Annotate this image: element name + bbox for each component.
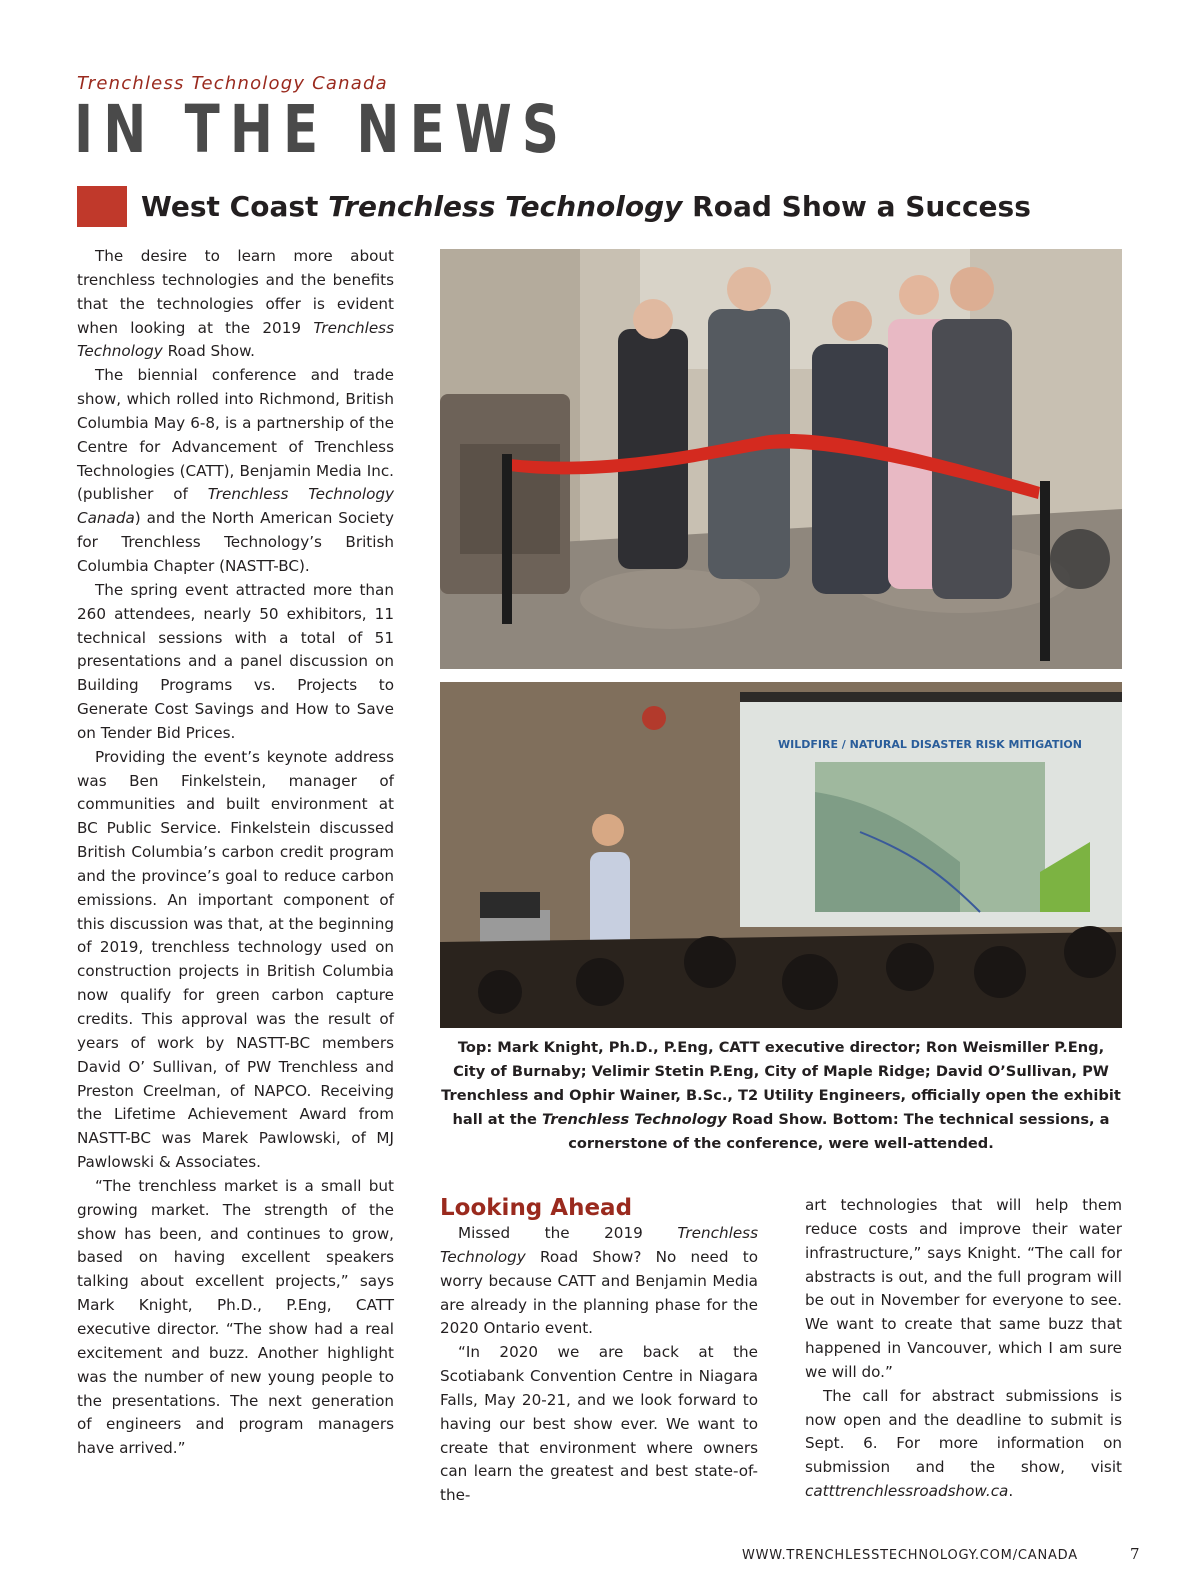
ribbon-cutting-photo bbox=[440, 249, 1122, 669]
body-text: . bbox=[1008, 1482, 1014, 1501]
body-text: Missed the 2019 bbox=[458, 1224, 678, 1242]
page-number: 7 bbox=[1130, 1545, 1140, 1563]
caption-italic: Trenchless Technology bbox=[542, 1111, 727, 1128]
technical-session-photo bbox=[440, 682, 1122, 1028]
body-text: The desire to learn more about trenchless technologies and the benefits that the technologies offer is evident when looking at the 2019 bbox=[77, 247, 394, 337]
body-text: Road Show? No need to worry because CATT and Benjamin Media are already in the planning phase for the 2020 Ontario event. bbox=[440, 1247, 758, 1338]
article-column-3 bbox=[805, 1194, 1122, 1504]
body-paragraph bbox=[77, 245, 394, 364]
body-paragraph: “The trenchless market is a small but growing market. The strength of the show has been, and continues to grow, based on having excellent speakers talking about excellent projects,” says Mark Knight, Ph.D., P.Eng, CATT executive director. “The show had a real excitement and buzz. Another highlight was the number of new young people to the presentations. The next generation of engineers and program managers have arrived.” bbox=[77, 1176, 394, 1458]
body-text: Road Show. bbox=[162, 342, 255, 361]
projector-slide-title: WILDFIRE / NATURAL DISASTER RISK MITIGATION bbox=[778, 738, 1082, 751]
looking-ahead-heading: Looking Ahead bbox=[440, 1195, 633, 1221]
body-paragraph: The spring event attracted more than 260 attendees, nearly 50 exhibitors, 11 technical sessions with a total of 51 presentations and a panel discussion on Building Programs vs. Projects to Generate Cost Savings and How to Save on Tender Bid Prices. bbox=[77, 580, 394, 742]
caption-text: Top: Mark Knight, Ph.D., P.Eng, CATT executive director; Ron Weismiller P.Eng, City of Burnaby; Velimir Stetin P.Eng, City of Maple Ridge; David O’Sullivan, PW Trenchless and Ophir Wainer, B.Sc., T2 Utility Engineers, officially open the exhibit hall at the bbox=[441, 1039, 1121, 1128]
body-italic: Trenchless Technology bbox=[77, 318, 394, 361]
body-text: The call for abstract submissions is now open and the deadline to submit is Sept. 6. For more information on submission and the show, visit bbox=[805, 1386, 1122, 1477]
headline-post: Road Show a Success bbox=[682, 190, 1031, 223]
article-column-1 bbox=[77, 245, 394, 1461]
technical-session-illustration bbox=[440, 682, 1122, 1028]
footer-url[interactable]: WWW.TRENCHLESSTECHNOLOGY.COM/CANADA bbox=[742, 1548, 1078, 1563]
body-italic: Trenchless Technology Canada bbox=[77, 485, 394, 528]
body-paragraph: “In 2020 we are back at the Scotiabank Convention Centre in Niagara Falls, May 20-21, and we look forward to having our best show ever. We want to create that environment where owners can learn the greatest and best state-of-the- bbox=[440, 1343, 758, 1505]
headline-italic: Trenchless Technology bbox=[328, 190, 683, 223]
body-paragraph bbox=[77, 364, 394, 579]
photo-caption bbox=[440, 1036, 1122, 1156]
body-paragraph bbox=[440, 1222, 758, 1341]
ribbon-cutting-illustration bbox=[440, 249, 1122, 669]
article-headline bbox=[141, 186, 1031, 228]
body-text: The biennial conference and trade show, which rolled into Richmond, British Columbia May 6-8, is a partnership of the Centre for Advancement of Trenchless Technologies (CATT), Benjamin Media Inc. (publisher of bbox=[77, 366, 394, 504]
body-paragraph: Providing the event’s keynote address was Ben Finkelstein, manager of communities and built environment at BC Public Service. Finkelstein discussed British Columbia’s carbon credit program and the province’s goal to reduce carbon emissions. An important component of this discussion was that, at the beginning of 2019, trenchless technology used on construction projects in British Columbia now qualify for green carbon capture credits. This approval was the result of years of work by NASTT-BC members David O’ Sullivan, of PW Trenchless and Preston Creelman, of NAPCO. Receiving the Lifetime Achievement Award from NASTT-BC was Marek Pawlowski, of MJ Pawlowski & Associates. bbox=[77, 747, 394, 1172]
website-link[interactable]: catttrenchlessroadshow.ca bbox=[805, 1482, 1009, 1501]
article-column-2 bbox=[440, 1222, 758, 1508]
body-italic: Trenchless Technology bbox=[440, 1224, 758, 1266]
body-text: ) and the North American Society for Trenchless Technology’s British Columbia Chapter (NASTT-BC). bbox=[77, 509, 394, 575]
caption-text: Road Show. Bottom: The technical sessions, a cornerstone of the conference, were well-attended. bbox=[568, 1111, 1110, 1152]
publication-kicker: Trenchless Technology Canada bbox=[77, 73, 388, 94]
headline-marker bbox=[77, 186, 127, 227]
body-paragraph-continued: art technologies that will help them reduce costs and improve their water infrastructure,” says Knight. “The call for abstracts is out, and the full program will be out in November for everyone to see. We want to create that same buzz that happened in Vancouver, which I am sure we will do.” bbox=[805, 1196, 1122, 1381]
section-title: IN THE NEWS bbox=[74, 91, 570, 168]
body-paragraph bbox=[805, 1385, 1122, 1504]
headline-pre: West Coast bbox=[141, 190, 329, 223]
